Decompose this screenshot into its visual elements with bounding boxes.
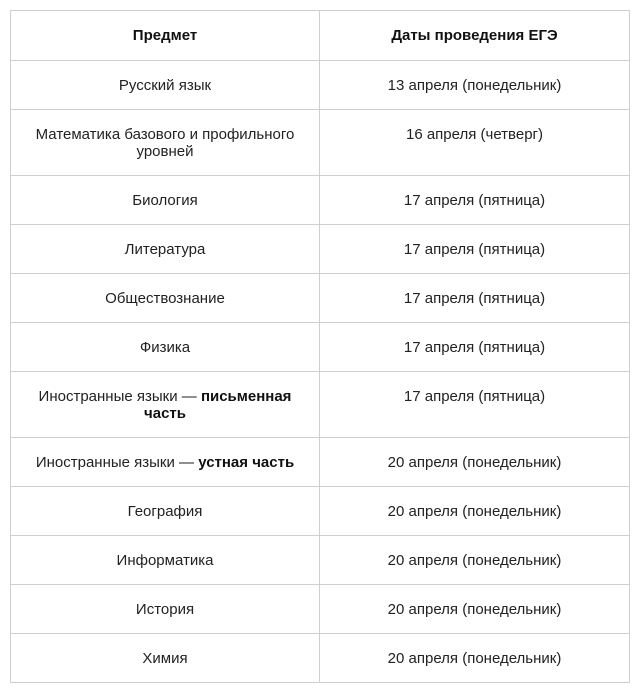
subject-cell [11,274,320,323]
table-row [11,438,630,487]
subject-cell [11,372,320,438]
subject-cell [11,536,320,585]
subject-text: Биология [132,192,198,209]
subject-bold-text: письменная часть [144,388,292,422]
subject-text: Математика базового и профильного уровней [35,126,295,160]
table-row [11,372,630,438]
date-cell: 17 апреля (пятница) [320,274,630,323]
subject-cell [11,585,320,634]
table-row [11,323,630,372]
subject-text: История [135,601,195,618]
date-cell: 17 апреля (пятница) [320,372,630,438]
date-cell: 17 апреля (пятница) [320,176,630,225]
subject-cell [11,176,320,225]
date-cell: 13 апреля (понедельник) [320,61,630,110]
table-row [11,585,630,634]
date-cell: 20 апреля (понедельник) [320,438,630,487]
date-cell: 17 апреля (пятница) [320,225,630,274]
table-body [11,61,630,683]
subject-text: Обществознание [105,290,225,307]
subject-cell [11,61,320,110]
subject-text: Физика [139,339,191,356]
subject-text: Русский язык [118,77,212,94]
exam-schedule-table [10,10,630,683]
table-row [11,110,630,176]
subject-text: Литература [124,241,206,258]
subject-text: Информатика [116,552,214,569]
date-cell: 20 апреля (понедельник) [320,536,630,585]
table-header [11,11,630,61]
table-row [11,536,630,585]
table-row [11,634,630,683]
table-row [11,274,630,323]
date-cell: 16 апреля (четверг) [320,110,630,176]
subject-cell [11,323,320,372]
subject-cell [11,634,320,683]
table-row [11,61,630,110]
date-cell: 17 апреля (пятница) [320,323,630,372]
subject-cell [11,225,320,274]
subject-text: Иностранные языки — [38,388,201,405]
table-row [11,487,630,536]
table-row [11,225,630,274]
subject-cell [11,487,320,536]
date-cell: 20 апреля (понедельник) [320,634,630,683]
subject-text: География [127,503,203,520]
header-row [11,11,630,61]
subject-cell [11,110,320,176]
header-dates: Даты проведения ЕГЭ [320,11,630,61]
subject-bold-text: устная часть [198,454,295,471]
subject-text: Химия [142,650,188,667]
header-subject: Предмет [11,11,320,61]
date-cell: 20 апреля (понедельник) [320,487,630,536]
date-cell: 20 апреля (понедельник) [320,585,630,634]
table-row [11,176,630,225]
subject-text: Иностранные языки — [35,454,199,471]
subject-cell [11,438,320,487]
